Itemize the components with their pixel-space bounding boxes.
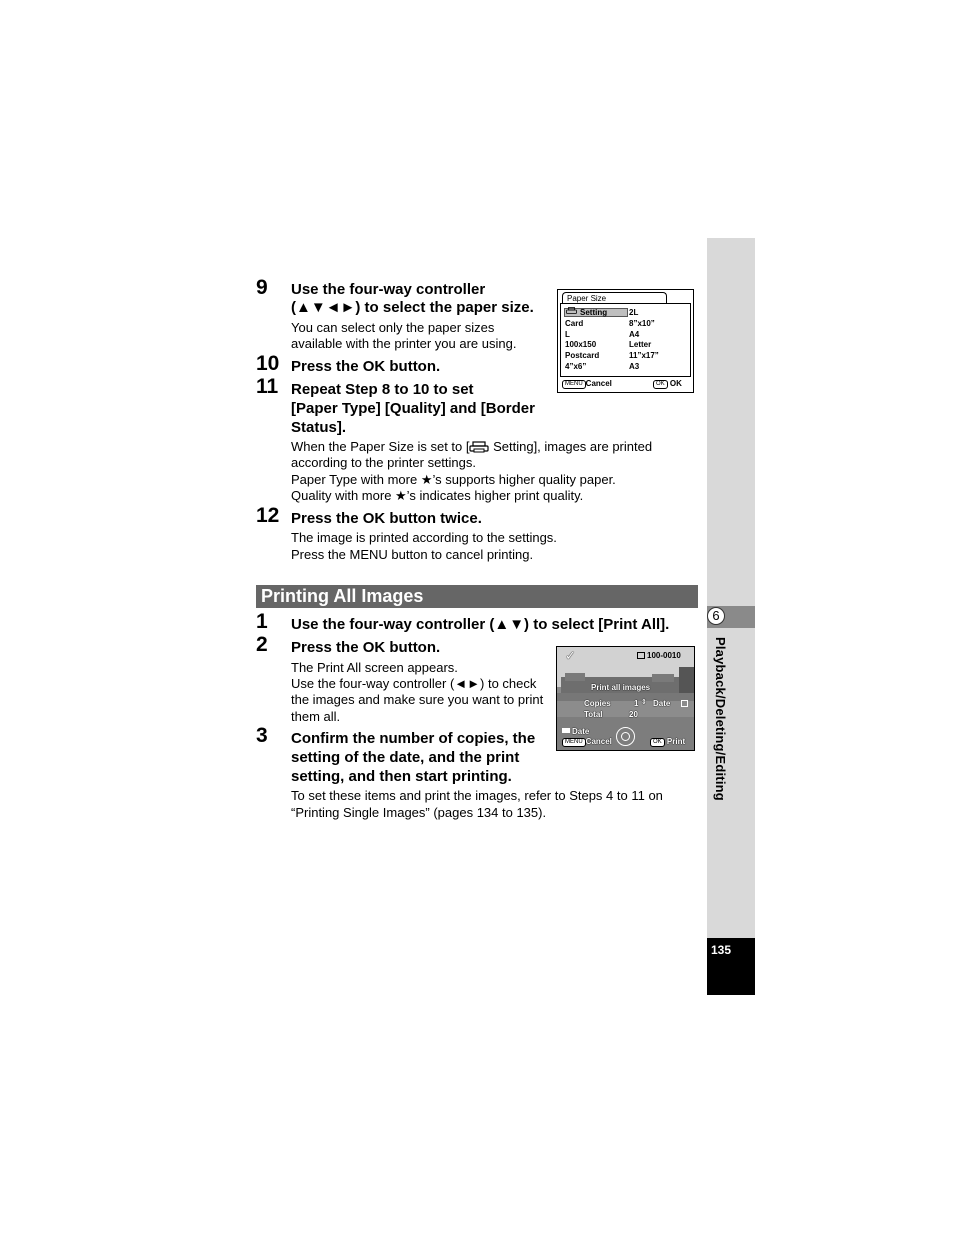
ok-label: OK <box>669 379 682 388</box>
print-hint <box>650 737 685 747</box>
ok-hint <box>653 379 682 389</box>
folder-icon <box>637 652 645 659</box>
date-toggle-label: Date <box>572 727 590 736</box>
menu-key-icon: MENU <box>562 738 586 747</box>
step-heading: Repeat Step 8 to 10 to set <box>291 381 474 398</box>
step-body: them all. <box>291 709 341 724</box>
paper-option: Card <box>565 319 584 328</box>
ok-key-icon: OK <box>653 380 668 389</box>
step-heading: (▲▼◄►) to select the paper size. <box>291 299 534 316</box>
step-body: “Printing Single Images” (pages 134 to 135). <box>291 805 547 820</box>
paper-option: Postcard <box>565 351 600 360</box>
paper-size-tab: Paper Size <box>562 292 667 303</box>
step-number: 12 <box>256 504 280 527</box>
step-number: 1 <box>256 610 268 633</box>
total-label: Total <box>584 710 603 719</box>
step-heading: Use the four-way controller <box>291 281 486 298</box>
cancel-label: Cancel <box>585 737 612 746</box>
step-heading: Press the OK button twice. <box>291 510 482 527</box>
step-number: 11 <box>256 375 279 398</box>
print-all-screen <box>556 646 695 751</box>
paper-size-list <box>560 303 691 377</box>
step-heading: Press the OK button. <box>291 639 441 656</box>
minus-key-icon <box>562 728 570 733</box>
step-body: Use the four-way controller (◄►) to check <box>291 676 537 691</box>
step-body: Paper Type with more ★’s supports higher quality paper. <box>291 472 616 487</box>
four-way-controller-icon <box>616 727 635 746</box>
chapter-title: Playback/Deleting/Editing <box>713 637 728 801</box>
date-label: Date <box>653 699 671 708</box>
up-down-arrow-icon: ⇕ <box>641 699 647 706</box>
cancel-label: Cancel <box>585 379 612 388</box>
step-number: 10 <box>256 352 280 375</box>
print-all-title: Print all images <box>591 683 651 692</box>
paper-option: Setting <box>580 308 608 317</box>
paper-option: 100x150 <box>565 340 597 349</box>
paper-option: 4”x6” <box>565 362 587 371</box>
step-number: 2 <box>256 633 268 656</box>
step-heading: [Paper Type] [Quality] and [Border <box>291 400 535 417</box>
step-number: 3 <box>256 724 268 747</box>
paper-option: A3 <box>629 362 640 371</box>
paper-option: A4 <box>629 330 640 339</box>
date-checkbox-icon <box>681 700 688 707</box>
total-value: 20 <box>629 710 638 719</box>
paper-option: 8”x10” <box>629 319 655 328</box>
step-body: Quality with more ★’s indicates higher print quality. <box>291 488 584 503</box>
section-title: Printing All Images <box>256 585 698 608</box>
step-body: The Print All screen appears. <box>291 660 458 675</box>
step-heading: Use the four-way controller (▲▼) to select [Print All]. <box>291 616 670 633</box>
ok-key-icon: OK <box>650 738 665 747</box>
printer-icon <box>566 307 577 318</box>
step-heading: Status]. <box>291 419 347 436</box>
step-heading: Press the OK button. <box>291 358 441 375</box>
paper-option: L <box>565 330 570 339</box>
step-number: 9 <box>256 276 268 299</box>
page-number: 135 <box>711 943 732 957</box>
step-body: the images and make sure you want to print <box>291 692 544 707</box>
paper-option: 2L <box>629 308 639 317</box>
step-body: You can select only the paper sizes <box>291 320 495 335</box>
chapter-side-bar <box>707 238 755 938</box>
paper-option: Letter <box>629 340 652 349</box>
step-body-text: When the Paper Size is set to [ <box>291 439 470 454</box>
step-heading: setting of the date, and the print <box>291 749 520 766</box>
file-number <box>637 651 681 661</box>
file-number-text: 100-0010 <box>647 651 681 660</box>
chapter-number: 6 <box>707 607 725 625</box>
step-body-text: Setting], images are printed <box>489 439 653 454</box>
print-mode-icon: ✓ <box>565 648 576 663</box>
copies-value: 1 <box>634 699 639 708</box>
step-body: The image is printed according to the settings. <box>291 530 557 545</box>
print-label: Print <box>666 737 686 746</box>
copies-label: Copies <box>584 699 611 708</box>
step-body: available with the printer you are using. <box>291 336 517 351</box>
step-body: according to the printer settings. <box>291 455 476 470</box>
step-body: To set these items and print the images, refer to Steps 4 to 11 on <box>291 788 663 803</box>
paper-size-screen <box>557 289 694 393</box>
paper-option: 11”x17” <box>629 351 659 360</box>
step-heading: setting, and then start printing. <box>291 768 512 785</box>
step-body: Press the MENU button to cancel printing. <box>291 547 534 562</box>
date-toggle-hint <box>562 727 589 737</box>
cancel-hint <box>562 379 612 389</box>
step-heading: Confirm the number of copies, the <box>291 730 536 747</box>
cancel-hint <box>562 737 612 747</box>
menu-key-icon: MENU <box>562 380 586 389</box>
